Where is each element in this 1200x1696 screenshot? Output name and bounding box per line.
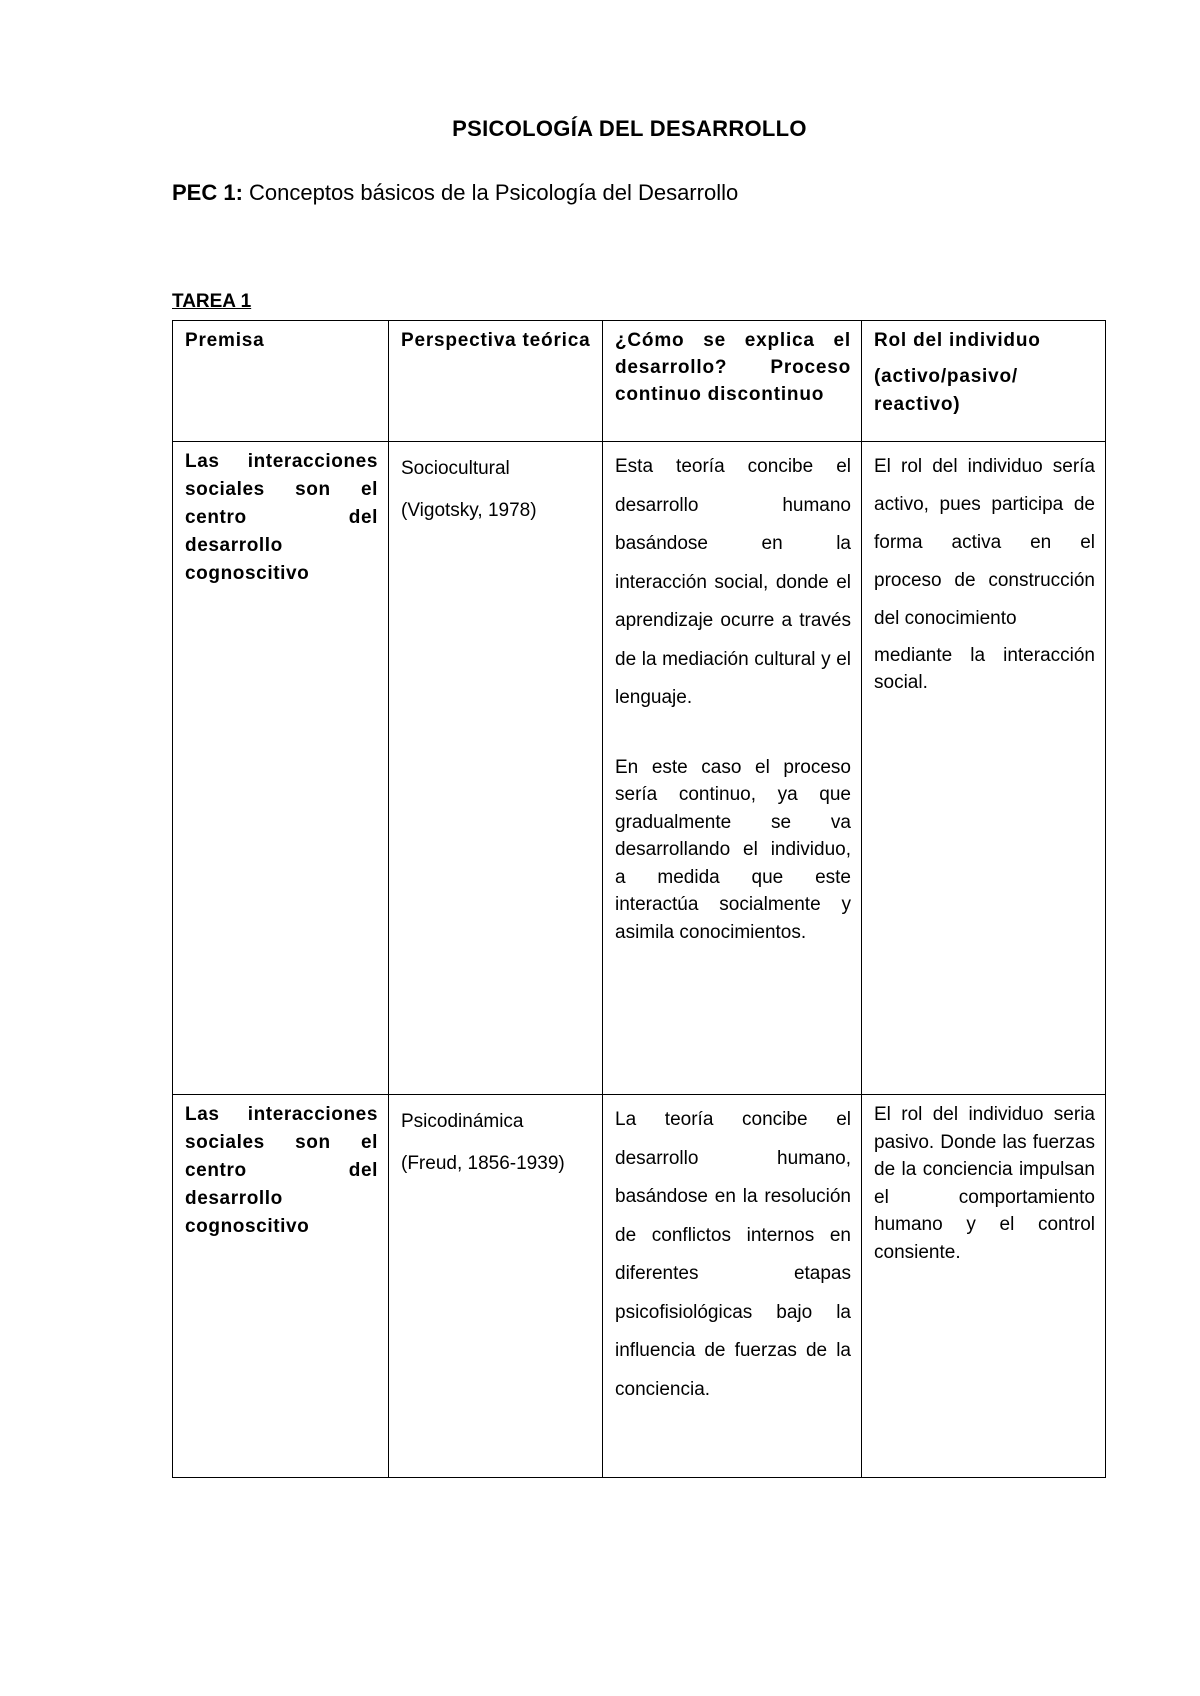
cell-perspectiva [389, 442, 603, 1095]
task-table [172, 320, 1106, 1478]
header-cell-perspectiva [389, 321, 603, 442]
pec-line [172, 180, 738, 206]
cell-premisa [173, 1095, 389, 1478]
pec-text: Conceptos básicos de la Psicología del Desarrollo [249, 180, 739, 205]
header-rol: Rol del individuo [874, 330, 1041, 351]
explicacion-paragraph-1: La teoría concibe el desarrollo humano, basándose en la resolución de conflictos internos en diferentes etapas psicofisiológicas bajo la influencia de fuerzas de la conciencia. [615, 1109, 851, 1400]
rol-paragraph-1: El rol del individuo seria pasivo. Donde las fuerzas de la conciencia impulsan el comportamiento humano y el control consiente. [874, 1104, 1095, 1263]
rol-paragraph-1: El rol del individuo sería activo, pues participa de forma activa en el proceso de construcción del conocimiento [874, 456, 1095, 629]
cell-explicacion [603, 1095, 862, 1478]
premisa-text: Las interacciones sociales son el centro del desarrollo cognoscitivo [185, 451, 378, 584]
explicacion-paragraph-1: Esta teoría concibe el desarrollo humano basándose en la interacción social, donde el aprendizaje ocurre a través de la mediación cultural y el lenguaje. [615, 456, 851, 708]
header-premisa: Premisa [185, 330, 265, 351]
header-rol-sub: (activo/pasivo/ reactivo) [874, 366, 1018, 415]
pec-label: PEC 1: [172, 180, 243, 205]
rol-paragraph-2: mediante la interacción social. [874, 645, 1095, 693]
document-title: PSICOLOGÍA DEL DESARROLLO [452, 116, 807, 141]
perspectiva-autor: (Vigotsky, 1978) [401, 500, 537, 521]
cell-rol [862, 1095, 1106, 1478]
perspectiva-text: Psicodinámica [401, 1111, 524, 1132]
cell-explicacion [603, 442, 862, 1095]
table-row [173, 1095, 1106, 1478]
perspectiva-autor: (Freud, 1856-1939) [401, 1153, 565, 1174]
header-cell-como [603, 321, 862, 442]
header-cell-rol [862, 321, 1106, 442]
perspectiva-block [401, 448, 592, 532]
perspectiva-block [401, 1101, 592, 1185]
cell-rol [862, 442, 1106, 1095]
table-row [173, 442, 1106, 1095]
cell-perspectiva [389, 1095, 603, 1478]
header-rol-block [874, 327, 1095, 419]
premisa-text: Las interacciones sociales son el centro del desarrollo cognoscitivo [185, 1104, 378, 1237]
header-perspectiva: Perspectiva teórica [401, 330, 591, 351]
header-cell-premisa [173, 321, 389, 442]
perspectiva-text: Sociocultural [401, 458, 510, 479]
table-header-row [173, 321, 1106, 442]
header-como: ¿Cómo se explica el desarrollo? Proceso continuo discontinuo [615, 330, 851, 405]
cell-premisa [173, 442, 389, 1095]
explicacion-paragraph-2: En este caso el proceso sería continuo, ya que gradualmente se va desarrollando el individuo, a medida que este interactúa socialmente y asimila conocimientos. [615, 756, 851, 943]
task-heading: TAREA 1 [172, 291, 252, 312]
